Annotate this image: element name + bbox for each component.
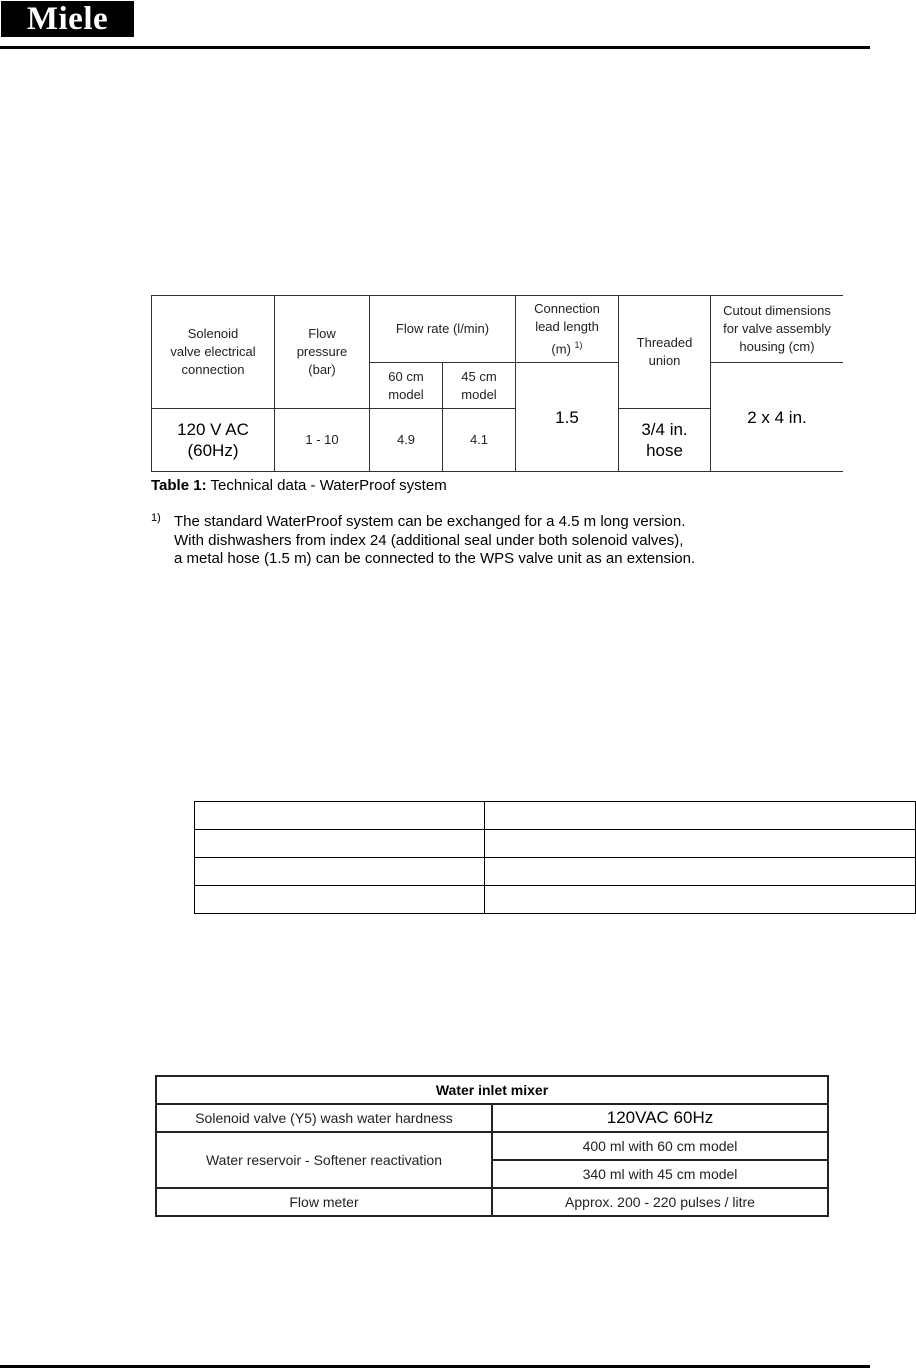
reservoir-value-60: 400 ml with 60 cm model xyxy=(492,1132,828,1160)
miele-logo: Miele xyxy=(1,1,134,37)
table-title: Water inlet mixer xyxy=(156,1076,828,1104)
flow-meter-label: Flow meter xyxy=(156,1188,492,1216)
footnote-text: The standard WaterProof system can be exchanged for a 4.5 m long version. With dishwashers from index 24 (additional seal under both solenoid valves), a metal hose (1.5 m) can be connected to the WPS valve unit as an extension. xyxy=(174,513,696,567)
reservoir-value-45: 340 ml with 45 cm model xyxy=(492,1160,828,1188)
flow-meter-value: Approx. 200 - 220 pulses / litre xyxy=(492,1188,828,1216)
technical-data-table xyxy=(151,295,843,472)
header-rule xyxy=(0,46,870,49)
value-voltage: 120 V AC (60Hz) xyxy=(152,409,275,472)
footnote-marker: 1) xyxy=(151,512,161,524)
table1-caption: Table 1: Technical data - WaterProof system xyxy=(151,477,447,494)
header-solenoid-connection: Solenoid valve electrical connection xyxy=(152,296,275,409)
header-45cm-model: 45 cm model xyxy=(443,363,516,409)
header-flow-pressure: Flow pressure (bar) xyxy=(275,296,370,409)
header-lead-length: Connection lead length (m) $^{1)}$ xyxy=(516,296,619,363)
footer-rule xyxy=(0,1365,870,1368)
value-pressure: 1 - 10 xyxy=(275,409,370,472)
header-threaded-union: Threaded union xyxy=(619,296,711,409)
header-cutout-dimensions: Cutout dimensions for valve assembly housing (cm) xyxy=(711,296,844,363)
header-flow-rate: Flow rate (l/min) xyxy=(370,296,516,363)
reservoir-label: Water reservoir - Softener reactivation xyxy=(156,1132,492,1188)
empty-grid-table xyxy=(194,801,916,914)
solenoid-label: Solenoid valve (Y5) wash water hardness xyxy=(156,1104,492,1132)
value-union: 3/4 in. hose xyxy=(619,409,711,472)
header-60cm-model: 60 cm model xyxy=(370,363,443,409)
value-rate-45: 4.1 xyxy=(443,409,516,472)
water-inlet-mixer-table xyxy=(155,1075,829,1217)
value-lead-length: 1.5 xyxy=(516,363,619,472)
value-rate-60: 4.9 xyxy=(370,409,443,472)
solenoid-value: 120VAC 60Hz xyxy=(492,1104,828,1132)
value-cutout: 2 x 4 in. xyxy=(711,363,844,472)
